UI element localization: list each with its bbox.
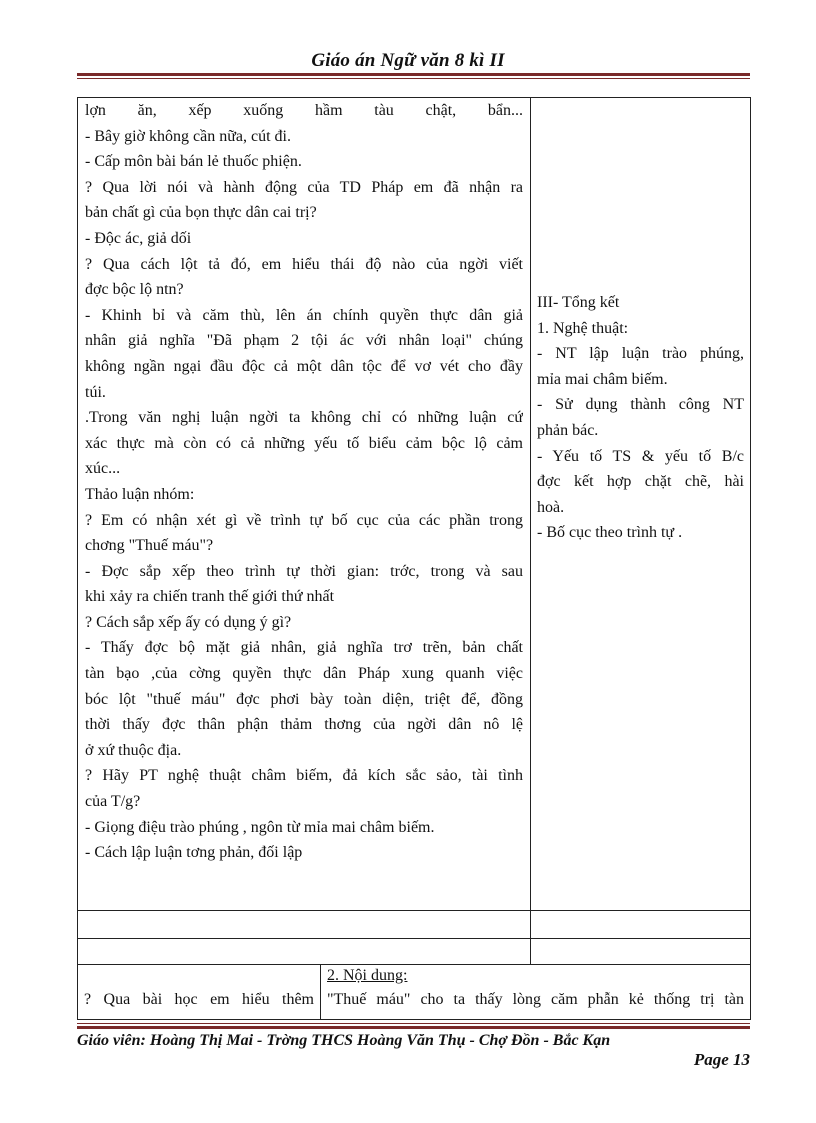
text-line: ? Em có nhận xét gì về trình tự bố cục của các phần trong [85,511,523,529]
lesson-content-cell [531,98,751,911]
empty-cell [531,939,751,965]
text-line: xúc... [85,460,121,478]
text-line: mỉa mai châm biếm. [537,370,668,388]
text-line: bóc lột "thuế máu" đợc phơi bày toàn diện, triệt để, đồng [85,690,523,708]
header-rule-thick [77,73,750,76]
footer-rule-thin [77,1023,750,1024]
text-line: hoà. [537,498,565,516]
section-heading: III- Tổng kết [537,294,620,311]
text-line: của T/g? [85,793,141,811]
text-line: phản bác. [537,421,599,439]
text-line: lợn ăn, xếp xuống hầm tàu chật, bẩn... [85,102,523,119]
header-rule-thin [77,78,750,79]
summary-table [77,964,751,1020]
text-line: tàn bạo ,của cờng quyền thực dân Pháp xung quanh việc [85,665,523,683]
text-line: - Cấp môn bài bán lẻ thuốc phiện. [85,153,302,171]
page-number: Page 13 [693,1050,750,1069]
summary-question-cell [78,965,321,1020]
lesson-table [77,97,751,965]
spacer [537,98,744,290]
text-line: túi. [85,383,106,401]
text-line: khi xảy ra chiến tranh thế giới thứ nhất [85,588,335,606]
text-line: đợc kết hợp chặt chẽ, hài [537,473,744,491]
text-line: không ngần ngại đầu độc cả một dân tộc để vơ vét cho đầy [85,357,523,375]
text-line: ở xứ thuộc địa. [85,741,182,759]
summary-content-cell [321,965,751,1020]
subsection-heading: 1. Nghệ thuật: [537,319,629,337]
page-header-title: Giáo án Ngữ văn 8 kì II [311,50,505,71]
text-line: - NT lập luận trào phúng, [537,345,744,363]
text-line: đợc bộc lộ ntn? [85,281,184,299]
empty-cell [531,911,751,939]
text-line: - Yếu tố TS & yếu tố B/c [537,447,744,465]
content-heading: 2. Nội dung: [327,967,408,984]
footer-teacher-info: Giáo viên: Hoàng Thị Mai - Trờng THCS Hoàng Văn Thụ - Chợ Đồn - Bắc Kạn [77,1032,611,1049]
text-line: - Thấy đợc bộ mặt giả nhân, giả nghĩa trơ trẽn, bản chất [85,639,523,657]
text-line: - Bố cục theo trình tự . [537,524,683,542]
text-line: xác thực mà còn có cả những yếu tố biểu cảm bộc lộ cảm [85,434,523,452]
text-line: Thảo luận nhóm: [85,485,195,503]
footer-rule-thick [77,1026,750,1029]
empty-cell [78,911,531,939]
text-line: .Trong văn nghị luận ngời ta không chỉ có những luận cứ [85,409,523,427]
lesson-content-row [78,98,751,911]
text-line: chơng "Thuế máu"? [85,537,214,555]
text-line: - Khinh bỉ và căm thù, lên án chính quyền thực dân giả [85,306,523,324]
text-line: - Sử dụng thành công NT [537,396,744,414]
text-line: - Độc ác, giả dối [85,229,192,247]
text-line: - Bây giờ không cần nữa, cút đi. [85,127,291,145]
empty-row [78,911,751,939]
text-line: ? Qua cách lột tả đó, em hiểu thái độ nào của ngời viết [85,255,523,273]
empty-row [78,939,751,965]
summary-row [78,965,751,1020]
text-line: ? Cách sắp xếp ấy có dụng ý gì? [85,613,292,631]
text-line: thời thấy đợc thân phận thảm thơng của ngời dân nô lệ [85,716,523,734]
text-line: - Cách lập luận tơng phản, đối lập [85,844,303,862]
text-line: nhân giả nghĩa "Đã phạm 2 tội ác với nhân loại" chúng [85,332,523,350]
text-line: ? Hãy PT nghệ thuật châm biếm, đả kích sắc sảo, tài tình [85,767,523,785]
summary-question: ? Qua bài học em hiểu thêm [84,991,314,1008]
content-text: "Thuế máu" cho ta thấy lòng căm phẫn kẻ thống trị tàn [327,991,744,1008]
teacher-student-activity-cell [78,98,531,911]
text-line: - Đợc sắp xếp theo trình tự thời gian: trớc, trong và sau [85,562,523,580]
text-line: - Giọng điệu trào phúng , ngôn từ mỉa mai châm biếm. [85,818,435,836]
text-line: bản chất gì của bọn thực dân cai trị? [85,204,317,222]
empty-cell [78,939,531,965]
text-line: ? Qua lời nói và hành động của TD Pháp em đã nhận ra [85,178,523,196]
spacer [84,965,314,987]
